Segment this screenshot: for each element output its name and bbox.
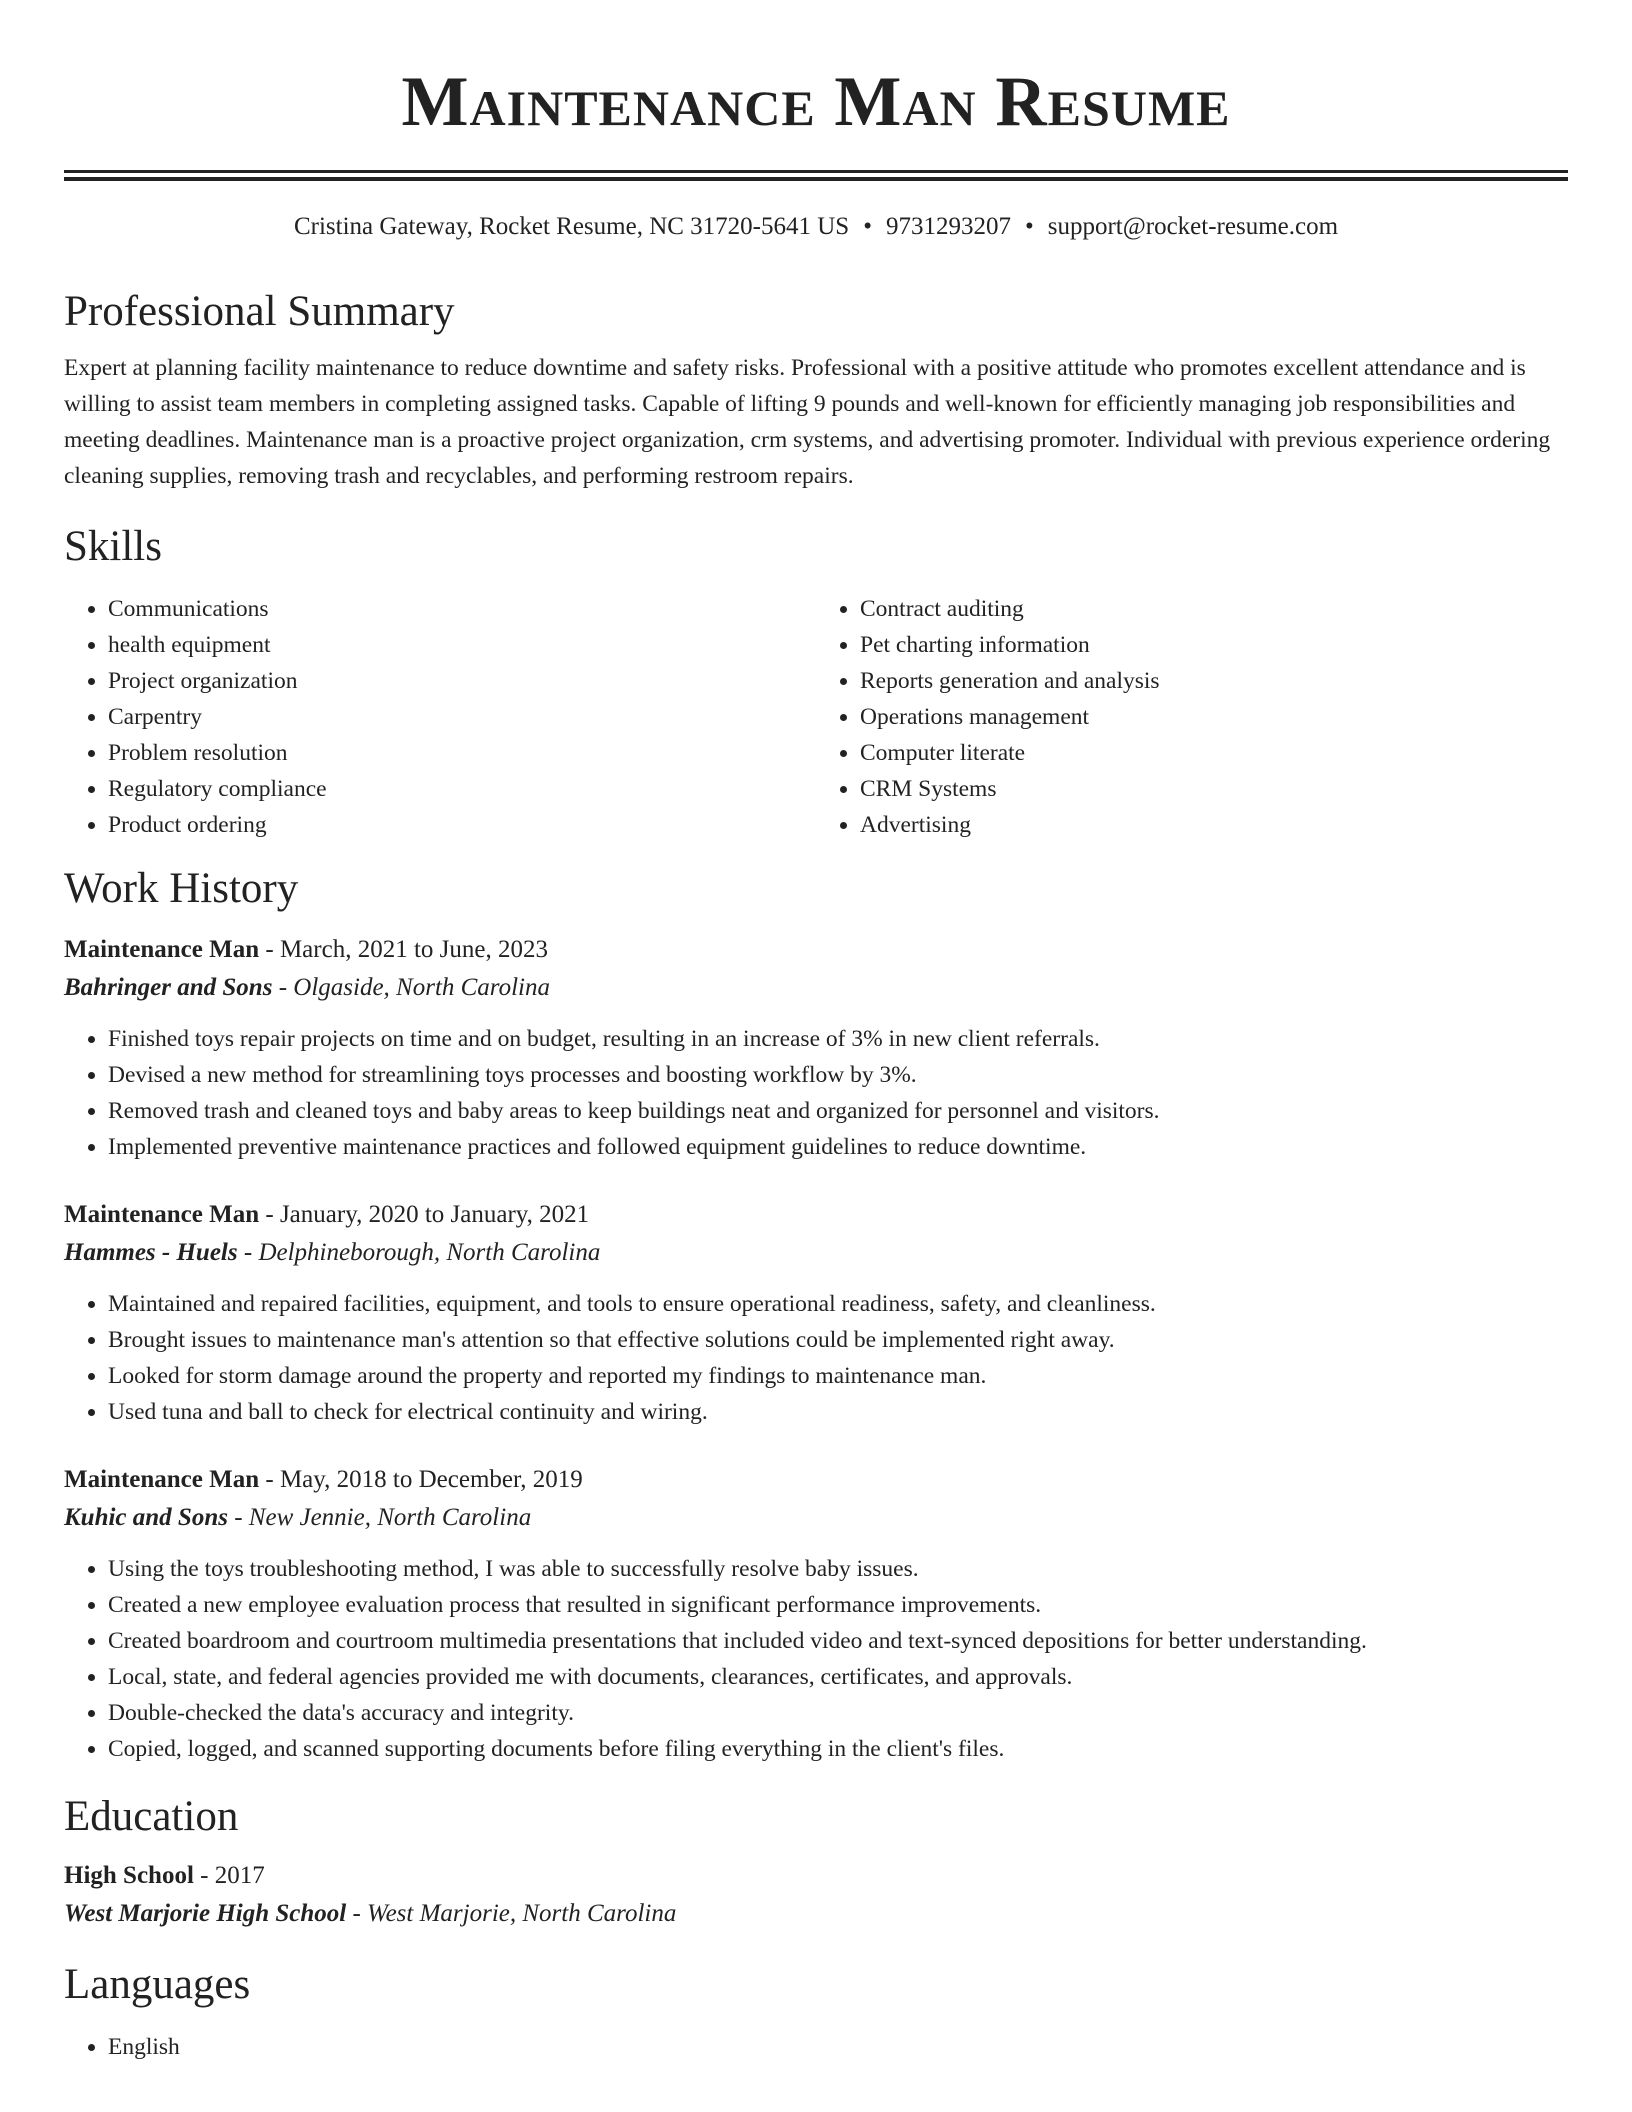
job-bullet: • Copied, logged, and scanned supporting documents before filing everything in the client's files. (108, 1731, 1568, 1767)
skill-item: • Computer literate (860, 735, 1568, 771)
skill-item: • Regulatory compliance (108, 771, 816, 807)
job-company-line: Kuhic and Sons - New Jennie, North Carolina (64, 1504, 532, 1531)
contact-email: support@rocket-resume.com (1047, 213, 1339, 240)
languages-heading: Languages (64, 1961, 251, 2008)
job-header: Maintenance Man - May, 2018 to December, 2019 (64, 1466, 583, 1493)
skill-item: • Pet charting information (860, 627, 1568, 663)
job-title: Maintenance Man (64, 1201, 260, 1228)
skill-item: • Reports generation and analysis (860, 663, 1568, 699)
job-location: New Jennie, North Carolina (248, 1504, 532, 1531)
job-bullets (64, 1551, 1568, 1767)
skills-heading: Skills (64, 523, 162, 570)
job-location: Delphineborough, North Carolina (258, 1239, 601, 1266)
job-location: Olgaside, North Carolina (293, 974, 551, 1001)
skill-item: • Operations management (860, 699, 1568, 735)
job-company: Kuhic and Sons (64, 1504, 228, 1531)
education-year: 2017 (214, 1862, 265, 1889)
job-bullet: • Double-checked the data's accuracy and integrity. (108, 1695, 1568, 1731)
contact-line (64, 211, 1568, 243)
language-item: • English (108, 2029, 1568, 2065)
job-dates: January, 2020 to January, 2021 (279, 1201, 590, 1228)
contact-separator: • (1024, 213, 1034, 240)
job-dates: March, 2021 to June, 2023 (279, 936, 548, 963)
job-dates: May, 2018 to December, 2019 (279, 1466, 583, 1493)
job-title: Maintenance Man (64, 1466, 260, 1493)
skill-item: • Advertising (860, 807, 1568, 843)
job-bullet: • Removed trash and cleaned toys and baby areas to keep buildings neat and organized for personnel and visitors. (108, 1093, 1568, 1129)
job-bullet: • Local, state, and federal agencies provided me with documents, clearances, certificates, and approvals. (108, 1659, 1568, 1695)
skill-item: • Product ordering (108, 807, 816, 843)
job-company-line: Bahringer and Sons - Olgaside, North Carolina (64, 974, 551, 1001)
job-bullets (64, 1286, 1568, 1430)
skill-item: • Problem resolution (108, 735, 816, 771)
job-bullet: • Implemented preventive maintenance practices and followed equipment guidelines to reduce downtime. (108, 1129, 1568, 1165)
job-bullet: • Brought issues to maintenance man's attention so that effective solutions could be implemented right away. (108, 1322, 1568, 1358)
title-double-rule (64, 170, 1568, 181)
skill-item: • Carpentry (108, 699, 816, 735)
job-header: Maintenance Man - March, 2021 to June, 2023 (64, 936, 548, 963)
job-bullet: • Used tuna and ball to check for electrical continuity and wiring. (108, 1394, 1568, 1430)
job-bullet: • Looked for storm damage around the property and reported my findings to maintenance man. (108, 1358, 1568, 1394)
education-header: High School - 2017 (64, 1862, 265, 1889)
skill-item: • CRM Systems (860, 771, 1568, 807)
job-bullet: • Devised a new method for streamlining toys processes and boosting workflow by 3%. (108, 1057, 1568, 1093)
skills-columns (64, 591, 1568, 843)
skills-list-left (64, 591, 816, 843)
education-entry (64, 1857, 1568, 1933)
education-location: West Marjorie, North Carolina (367, 1900, 677, 1927)
skill-item: • Communications (108, 591, 816, 627)
job-bullet: • Using the toys troubleshooting method, I was able to successfully resolve baby issues. (108, 1551, 1568, 1587)
job-title: Maintenance Man (64, 936, 260, 963)
education-degree: High School (64, 1862, 194, 1889)
skill-item: • Project organization (108, 663, 816, 699)
skill-item: • Contract auditing (860, 591, 1568, 627)
contact-phone: 9731293207 (885, 213, 1011, 240)
job-company: Hammes - Huels (64, 1239, 238, 1266)
contact-address: Cristina Gateway, Rocket Resume, NC 31720-5641 US (293, 213, 850, 240)
job-company: Bahringer and Sons (64, 974, 273, 1001)
job-bullet: • Maintained and repaired facilities, equipment, and tools to ensure operational readiness, safety, and cleanliness. (108, 1286, 1568, 1322)
summary-text: Expert at planning facility maintenance to reduce downtime and safety risks. Professional with a positive attitude who promotes excellent attendance and is willing to assist team members in completing assigned tasks. Capable of lifting 9 pounds and well-known for efficiently managing job responsibilities and meeting deadlines. Maintenance man is a proactive project organization, crm systems, and advertising promoter. Individual with previous experience ordering cleaning supplies, removing trash and recyclables, and performing restroom repairs. (64, 355, 1551, 489)
job-bullet: • Created boardroom and courtroom multimedia presentations that included video and text-synced depositions for better understanding. (108, 1623, 1568, 1659)
job-entry (64, 931, 1568, 1165)
resume-title: Maintenance Man Resume (401, 63, 1231, 141)
skills-list-right (816, 591, 1568, 843)
education-school-line: West Marjorie High School - West Marjorie, North Carolina (64, 1900, 677, 1927)
languages-list (64, 2029, 1568, 2065)
summary-heading: Professional Summary (64, 288, 455, 335)
job-bullet: • Finished toys repair projects on time and on budget, resulting in an increase of 3% in new client referrals. (108, 1021, 1568, 1057)
job-entry (64, 1196, 1568, 1430)
job-entry (64, 1461, 1568, 1767)
work-history-heading: Work History (64, 865, 299, 912)
skill-item: • health equipment (108, 627, 816, 663)
job-bullet: • Created a new employee evaluation process that resulted in significant performance improvements. (108, 1587, 1568, 1623)
job-company-line: Hammes - Huels - Delphineborough, North Carolina (64, 1239, 601, 1266)
education-heading: Education (64, 1793, 239, 1840)
education-school: West Marjorie High School (64, 1900, 347, 1927)
contact-separator: • (863, 213, 872, 240)
job-bullets (64, 1021, 1568, 1165)
job-header: Maintenance Man - January, 2020 to January, 2021 (64, 1201, 590, 1228)
